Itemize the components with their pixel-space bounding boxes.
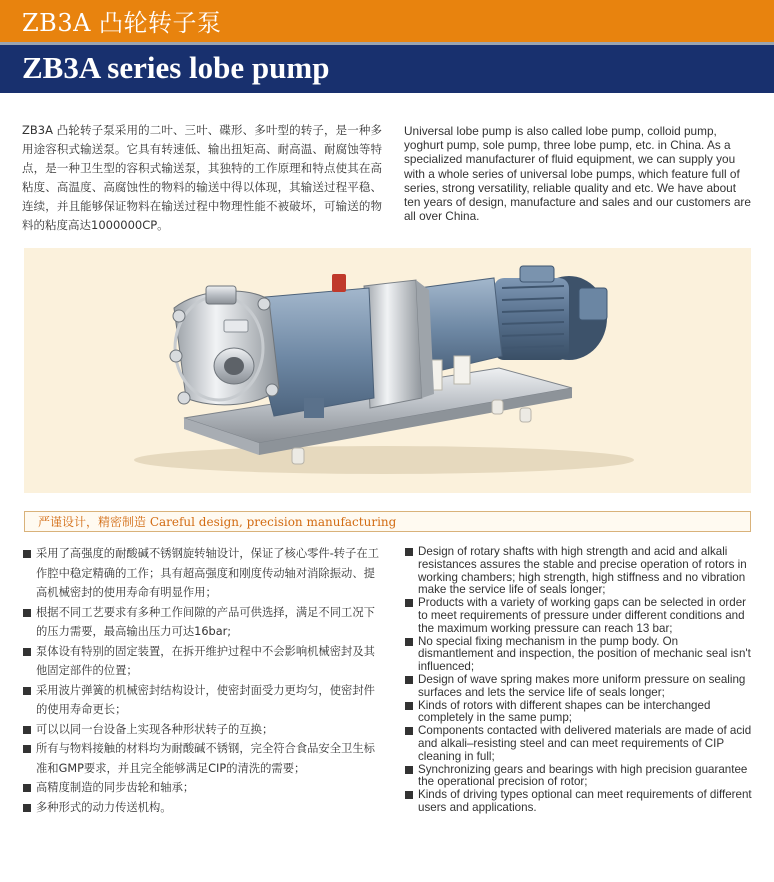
slogan-banner bbox=[24, 511, 751, 532]
list-item: Products with a variety of working gaps can be selected in order to meet requirements of pressure under different conditions and the maximum working pressure can reach 13 bar; bbox=[404, 597, 754, 635]
square-bullet-icon bbox=[405, 676, 413, 684]
square-bullet-icon bbox=[23, 745, 31, 753]
list-item: Synchronizing gears and bearings with high precision guarantee the operational precision of rotor; bbox=[404, 764, 754, 790]
intro-text-cn: ZB3A 凸轮转子泵采用的二叶、三叶、碟形、多叶型的转子，是一种多用途容积式输送泵。它具有转速低、输出扭矩高、耐高温、耐腐蚀等特点，是一种卫生型的容积式输送泵，其独特的工作原理和特点使其在高粘度、高温度、高腐蚀性的物料的输送中得以体现，其输送过程平稳、连续，并且能够保证物料在输送过程中物理性能不被破坏，可输送的物料的粘度高达1000000CP。 bbox=[22, 123, 382, 232]
lobe-pump-illustration bbox=[24, 248, 751, 493]
square-bullet-icon bbox=[405, 791, 413, 799]
square-bullet-icon bbox=[405, 727, 413, 735]
page-title-en: ZB3A series lobe pump bbox=[22, 50, 330, 85]
square-bullet-icon bbox=[23, 784, 31, 792]
list-item: Components contacted with delivered materials are made of acid and alkali–resisting steel and can meet requirements of CIP cleaning in full; bbox=[404, 725, 754, 763]
list-item: 多种形式的动力传送机构。 bbox=[22, 798, 382, 818]
header-orange-bar bbox=[0, 0, 774, 42]
header-navy-bar bbox=[0, 45, 774, 93]
list-item: Design of rotary shafts with high strength and acid and alkali resistances assures the stable and precise operation of rotors in working chambers; high strength, high stiffness and no vibration make the service life of seals longer; bbox=[404, 546, 754, 597]
square-bullet-icon bbox=[23, 609, 31, 617]
list-item: 采用波片弹簧的机械密封结构设计，使密封面受力更均匀，使密封件的使用寿命更长； bbox=[22, 681, 382, 720]
list-item: 根据不同工艺要求有多种工作间隙的产品可供选择，满足不同工况下的压力需要，最高输出压力可达16bar; bbox=[22, 603, 382, 642]
square-bullet-icon bbox=[405, 638, 413, 646]
square-bullet-icon bbox=[23, 550, 31, 558]
list-item: No special fixing mechanism in the pump body. On dismantlement and inspection, the position of mechanic seal isn't influenced; bbox=[404, 636, 754, 674]
square-bullet-icon bbox=[23, 687, 31, 695]
square-bullet-icon bbox=[23, 726, 31, 734]
list-item: Kinds of rotors with different shapes can be interchanged completely in the same pump; bbox=[404, 700, 754, 726]
list-item: 高精度制造的同步齿轮和轴承； bbox=[22, 778, 382, 798]
feature-list-cn bbox=[22, 544, 382, 817]
square-bullet-icon bbox=[23, 648, 31, 656]
list-item: 所有与物料接触的材料均为耐酸碱不锈钢，完全符合食品安全卫生标准和GMP要求，并且完全能够满足CIP的清洗的需要； bbox=[22, 739, 382, 778]
list-item: 采用了高强度的耐酸碱不锈钢旋转轴设计，保证了核心零件-转子在工作腔中稳定精确的工作；具有超高强度和刚度传动轴对消除振动、提高机械密封的使用寿命有明显作用； bbox=[22, 544, 382, 603]
slogan-text: 严谨设计，精密制造 Careful design, precision manufacturing bbox=[38, 515, 397, 529]
feature-list-en bbox=[404, 546, 754, 815]
square-bullet-icon bbox=[405, 702, 413, 710]
square-bullet-icon bbox=[405, 766, 413, 774]
page-title-cn: ZB3A 凸轮转子泵 bbox=[22, 9, 222, 37]
list-item: 泵体设有特别的固定装置，在拆开维护过程中不会影响机械密封及其他固定部件的位置； bbox=[22, 642, 382, 681]
square-bullet-icon bbox=[23, 804, 31, 812]
list-item: Kinds of driving types optional can meet requirements of different users and applications. bbox=[404, 789, 754, 815]
list-item: 可以以同一台设备上实现各种形状转子的互换； bbox=[22, 720, 382, 740]
square-bullet-icon bbox=[405, 599, 413, 607]
intro-text-en: Universal lobe pump is also called lobe pump, colloid pump, yoghurt pump, sole pump, three lobe pump, etc. in China. As a specialized manufacturer of fluid equipment, we can supply you with a whole series of universal lobe pumps, which feature full of series, strong versatility, reliable quality and etc. We have about ten years of design, manufacture and sales and our customers are all over China. bbox=[404, 124, 751, 224]
square-bullet-icon bbox=[405, 548, 413, 556]
list-item: Design of wave spring makes more uniform pressure on sealing surfaces and lets the service life of seals longer; bbox=[404, 674, 754, 700]
product-photo bbox=[24, 248, 751, 493]
